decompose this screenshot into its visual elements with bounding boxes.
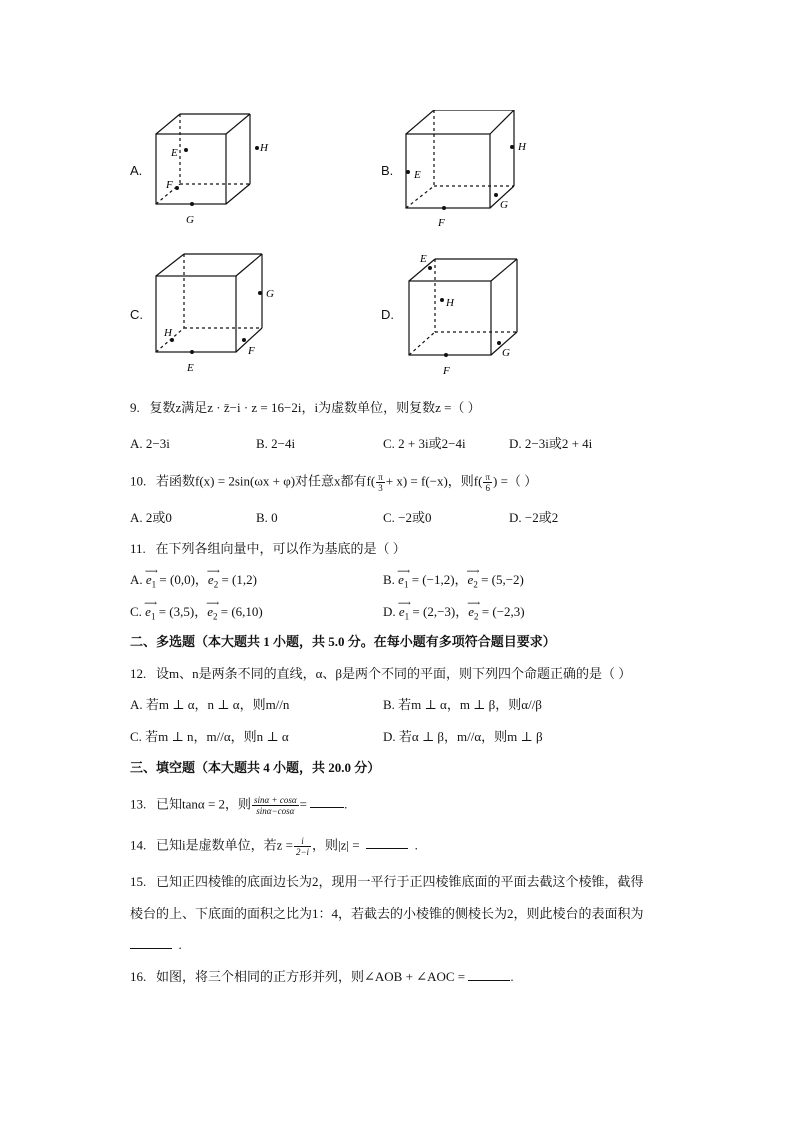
question-16: 16. 如图，将三个相同的正方形并列，则∠AOB + ∠AOC = . <box>130 969 514 984</box>
point-f-label: F <box>248 345 255 357</box>
q9-option-c: C. 2 + 3i或2−4i <box>383 436 466 451</box>
cube-figure-c <box>150 250 290 375</box>
question-12 <box>130 666 631 682</box>
q11-option-a: A. ⟶ $e_1 = (0,0)$，⟶ $e_2 = (1,2)$ <box>130 572 257 593</box>
question-9 <box>130 400 481 416</box>
question-10 <box>130 472 537 493</box>
point-f-label: F <box>438 217 445 229</box>
question-15-line-3: . <box>130 937 182 953</box>
question-13: 13. 已知tanα = 2，则 $\frac{\sin\alpha + \cos\alpha}{\sin\alpha-\cos\alpha}$ = . <box>130 795 348 816</box>
option-b-label: B. <box>381 163 394 178</box>
q10-option-b: B. 0 <box>256 510 278 525</box>
point-h-label: H <box>518 141 526 153</box>
answer-blank[interactable] <box>310 807 344 808</box>
question-number: 13. <box>130 796 147 812</box>
fraction-trig: $\frac{\sin\alpha + \cos\alpha}{\sin\alpha-\cos\alpha}$ <box>254 795 297 816</box>
question-15-line-2: 棱台的上、下底面的面积之比为1：4，若截去的小棱锥的侧棱长为2，则此棱台的表面积为 <box>130 906 644 921</box>
point-g-label: G <box>266 288 274 300</box>
question-text-a: 若函数f(x) = 2sin(ωx + φ)对任意x都有f( <box>156 473 376 489</box>
cube-figure-d <box>400 250 540 378</box>
q12-option-c: C. 若m ⊥ n，m//α，则n ⊥ α <box>130 729 289 744</box>
question-number: 12. <box>130 666 147 681</box>
point-h-label: H <box>260 142 268 154</box>
cube-figure-a <box>150 110 290 230</box>
q10-option-c: C. −2或0 <box>383 510 432 525</box>
section-heading-fill-in: 三、填空题（本大题共 4 小题，共 20.0 分） <box>130 760 381 775</box>
q12-option-d: D. 若α ⊥ β，m//α，则m ⊥ β <box>383 729 543 744</box>
option-d-label: D. <box>381 307 394 322</box>
q10-option-a: A. 2或0 <box>130 510 172 525</box>
fraction-pi-over-3: $\frac{\pi}{3}$ <box>378 472 383 493</box>
question-number: 16. <box>130 969 147 984</box>
point-e-label: E <box>420 253 427 265</box>
question-number: 14. <box>130 837 147 853</box>
question-14: 14. 已知i是虚数单位，若z = $\frac{i}{2-i}$ ，则|z| = . <box>130 836 418 857</box>
point-e-label: E <box>414 169 421 181</box>
question-number: 10. <box>130 473 147 489</box>
q11-option-c: C. ⟶ $e_1 = (3,5)$，⟶ $e_2 = (6,10)$ <box>130 604 263 625</box>
q9-option-d: D. 2−3i或2 + 4i <box>509 436 593 451</box>
point-g-label: G <box>186 214 194 226</box>
point-f-label: F <box>166 179 173 191</box>
point-g-label: G <box>502 347 510 359</box>
q12-option-a: A. 若m ⊥ α，n ⊥ α，则m//n <box>130 697 290 712</box>
q9-option-b: B. 2−4i <box>256 436 296 451</box>
question-number: 15. <box>130 874 147 889</box>
answer-blank[interactable] <box>130 948 172 949</box>
point-e-label: E <box>187 362 194 374</box>
q10-option-d: D. −2或2 <box>509 510 559 525</box>
question-text: 复数z满足z · z̄−i · z = 16−2i，i为虚数单位，则复数z =（ ） <box>149 400 481 415</box>
question-text: 设m、n是两条不同的直线，α、β是两个不同的平面，则下列四个命题正确的是（ ） <box>156 666 632 681</box>
point-h-label: H <box>164 327 172 339</box>
section-heading-multiple-choice: 二、多选题（本大题共 1 小题，共 5.0 分。在每小题有多项符合题目要求） <box>130 634 556 649</box>
cube-figure-b <box>400 110 540 230</box>
option-a-label: A. <box>130 163 143 178</box>
q12-option-b: B. 若m ⊥ α，m ⊥ β，则α//β <box>383 697 542 712</box>
fraction-complex: $\frac{i}{2-i}$ <box>295 836 310 857</box>
point-h-label: H <box>446 297 454 309</box>
q11-option-b: B. ⟶ $e_1 = (-1,2)$，⟶ $e_2 = (5,-2)$ <box>383 572 524 593</box>
point-f-label: F <box>443 365 450 377</box>
point-g-label: G <box>500 199 508 211</box>
question-number: 11. <box>130 541 146 556</box>
question-15: 15. 已知正四棱锥的底面边长为2，现用一平行于正四棱锥底面的平面去截这个棱锥，截得 <box>130 874 644 889</box>
answer-blank[interactable] <box>366 848 408 849</box>
question-text-c: ) =（ ） <box>493 473 538 489</box>
question-text: 在下列各组向量中，可以作为基底的是（ ） <box>155 541 406 556</box>
option-c-label: C. <box>130 307 143 322</box>
point-e-label: E <box>171 147 178 159</box>
question-text-b: + x) = f(−x)，则f( <box>385 473 483 489</box>
fraction-pi-over-6: $\frac{\pi}{6}$ <box>485 472 491 493</box>
question-number: 9. <box>130 400 140 415</box>
question-11 <box>130 541 406 557</box>
q11-option-d: D. ⟶ $e_1 = (2,-3)$，⟶ $e_2 = (-2,3)$ <box>383 604 525 625</box>
q9-option-a: A. 2−3i <box>130 436 170 451</box>
answer-blank[interactable] <box>468 980 510 981</box>
